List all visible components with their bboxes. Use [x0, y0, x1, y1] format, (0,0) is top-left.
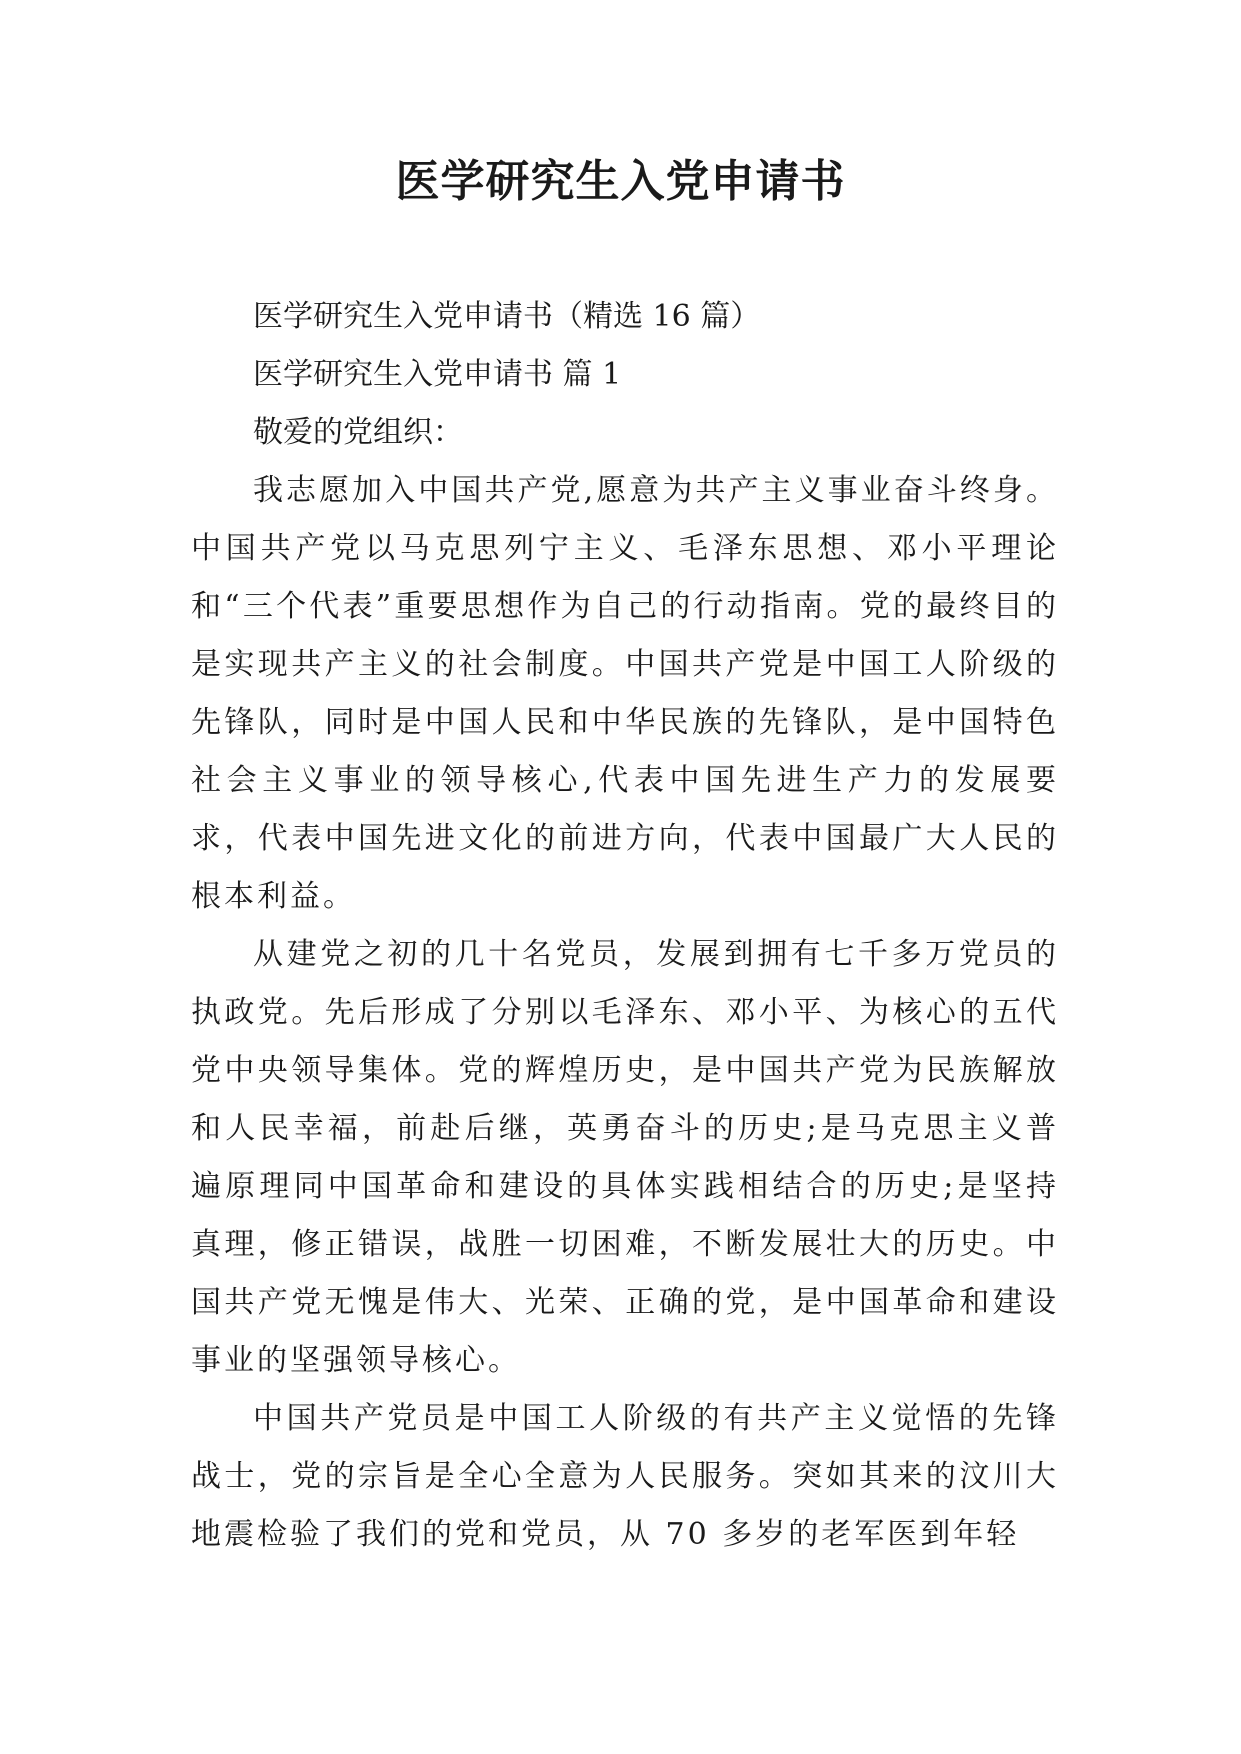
paragraph-2: 从建党之初的几十名党员，发展到拥有七千多万党员的执政党。先后形成了分别以毛泽东、邓小平、为核心的五代党中央领导集体。党的辉煌历史，是中国共产党为民族解放和人民幸福，前赴后继，英勇奋斗的历史;是马克思主义普遍原理同中国革命和建设的具体实践相结合的历史;是坚持真理，修正错误，战胜一切困难，不断发展壮大的历史。中国共产党无愧是伟大、光荣、正确的党，是中国革命和建设事业的坚强领导核心。 [191, 937, 1059, 1378]
paragraph-1: 我志愿加入中国共产党,愿意为共产主义事业奋斗终身。中国共产党以马克思列宁主义、毛泽东思想、邓小平理论和“三个代表”重要思想作为自己的行动指南。党的最终目的是实现共产主义的社会制度。中国共产党是中国工人阶级的先锋队，同时是中国人民和中华民族的先锋队，是中国特色社会主义事业的领导核心,代表中国先进生产力的发展要求，代表中国先进文化的前进方向，代表中国最广大人民的根本利益。 [191, 473, 1059, 914]
document-subtitle: 医学研究生入党申请书（精选 16 篇） [253, 299, 761, 334]
chapter-heading: 医学研究生入党申请书 篇 1 [253, 357, 622, 392]
salutation: 敬爱的党组织： [253, 415, 463, 450]
document-body [191, 288, 1059, 1564]
paragraph-3: 中国共产党员是中国工人阶级的有共产主义觉悟的先锋战士，党的宗旨是全心全意为人民服务。突如其来的汶川大地震检验了我们的党和党员，从 70 多岁的老军医到年轻 [191, 1401, 1059, 1552]
document-title: 医学研究生入党申请书 [395, 156, 846, 207]
